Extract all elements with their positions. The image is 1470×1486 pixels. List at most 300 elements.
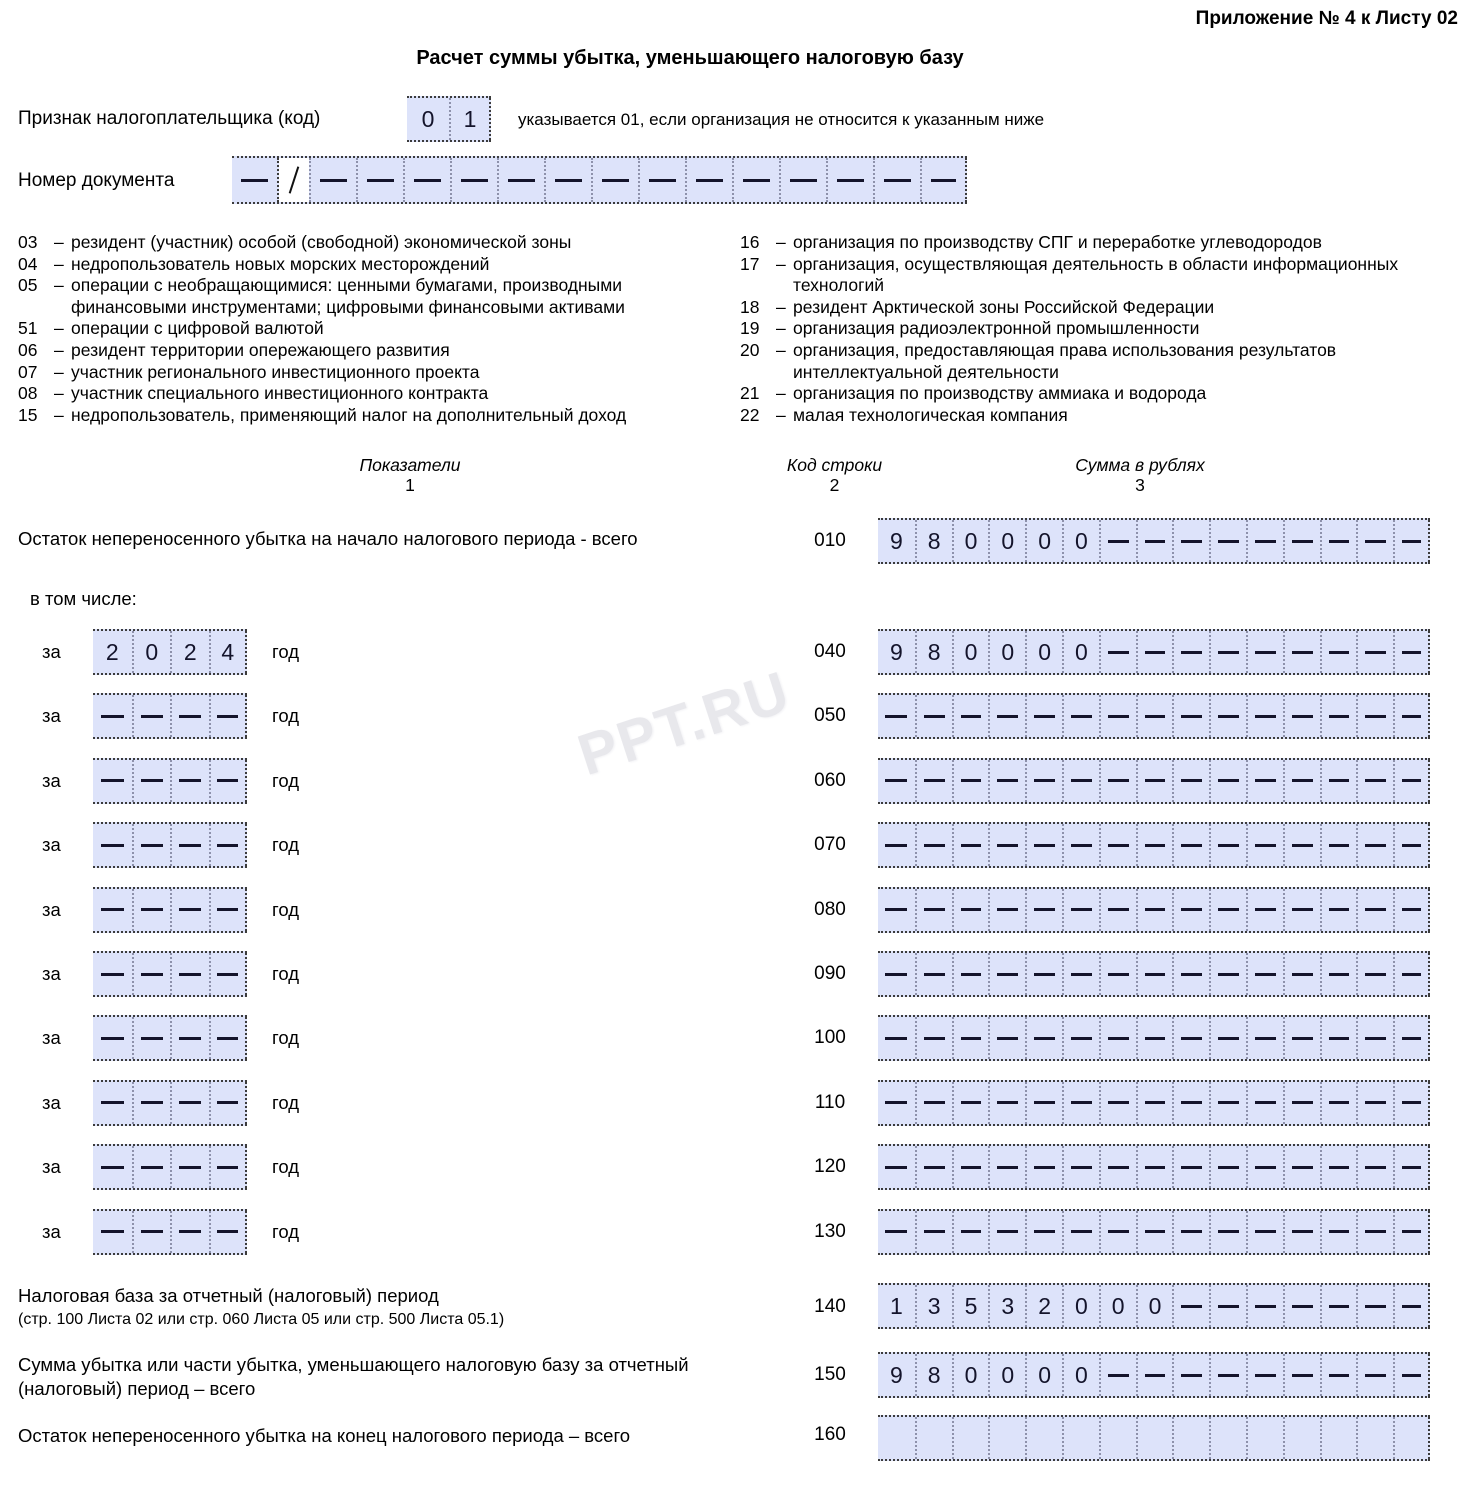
value-cell[interactable]	[952, 1082, 989, 1124]
value-cell[interactable]	[93, 1146, 132, 1188]
value-cell[interactable]: 0	[988, 631, 1025, 673]
value-cell[interactable]	[915, 1017, 952, 1059]
value-cell[interactable]	[1393, 631, 1430, 673]
value-cell[interactable]	[209, 760, 248, 802]
value-cell[interactable]	[132, 1146, 171, 1188]
value-cell[interactable]	[1062, 760, 1099, 802]
value-cell[interactable]	[878, 695, 915, 737]
value-cell[interactable]	[544, 158, 591, 202]
value-cell[interactable]	[1025, 1017, 1062, 1059]
value-cell[interactable]: 0	[1062, 1354, 1099, 1396]
year-input[interactable]	[93, 629, 247, 675]
value-cell[interactable]	[1283, 953, 1320, 995]
value-cell[interactable]	[1246, 889, 1283, 931]
value-cell[interactable]	[988, 1146, 1025, 1188]
value-cell[interactable]	[209, 824, 248, 866]
value-cell[interactable]	[209, 1146, 248, 1188]
year-input[interactable]	[93, 758, 247, 804]
value-cell[interactable]	[1246, 1017, 1283, 1059]
value-cell[interactable]	[132, 760, 171, 802]
value-cell[interactable]	[1320, 520, 1357, 562]
value-cell[interactable]	[988, 889, 1025, 931]
value-cell[interactable]	[952, 1017, 989, 1059]
value-cell[interactable]	[1320, 824, 1357, 866]
value-cell[interactable]	[1172, 695, 1209, 737]
value-cell[interactable]	[915, 1146, 952, 1188]
value-cell[interactable]	[93, 1082, 132, 1124]
value-cell[interactable]	[1136, 1146, 1173, 1188]
value-cell[interactable]	[1393, 1082, 1430, 1124]
value-cell[interactable]	[878, 1417, 915, 1459]
value-cell[interactable]	[209, 889, 248, 931]
value-cell[interactable]	[1136, 889, 1173, 931]
value-cell[interactable]	[1099, 1417, 1136, 1459]
value-cell[interactable]	[1062, 953, 1099, 995]
value-cell[interactable]: 3	[915, 1285, 952, 1327]
value-cell[interactable]	[1209, 1146, 1246, 1188]
value-cell[interactable]	[1062, 1211, 1099, 1253]
value-cell[interactable]	[1209, 760, 1246, 802]
value-cell[interactable]	[1320, 1211, 1357, 1253]
value-cell[interactable]	[1025, 1146, 1062, 1188]
empty-dash	[141, 1037, 163, 1040]
empty-dash	[1329, 1037, 1350, 1040]
value-cell[interactable]	[878, 760, 915, 802]
value-cell[interactable]	[1209, 1082, 1246, 1124]
value-cell[interactable]	[93, 824, 132, 866]
value-cell[interactable]: 0	[1136, 1285, 1173, 1327]
value-cell[interactable]: 9	[890, 638, 903, 665]
value-cell[interactable]	[915, 1082, 952, 1124]
value-cell[interactable]	[1246, 953, 1283, 995]
value-cell[interactable]	[1320, 889, 1357, 931]
row-050-value-input[interactable]	[878, 693, 1430, 739]
value-cell[interactable]: 0	[988, 520, 1025, 562]
value-cell[interactable]	[988, 695, 1025, 737]
value-cell[interactable]	[1393, 1354, 1430, 1396]
value-cell[interactable]	[1393, 695, 1430, 737]
value-cell[interactable]	[1099, 520, 1136, 562]
value-cell[interactable]: 0	[1025, 520, 1062, 562]
value-cell[interactable]	[356, 158, 403, 202]
row-110-value-input[interactable]	[878, 1080, 1430, 1126]
value-cell[interactable]	[1283, 1146, 1320, 1188]
row-130-value-input[interactable]	[878, 1209, 1430, 1255]
value-cell[interactable]	[93, 953, 132, 995]
value-cell[interactable]	[952, 760, 989, 802]
value-cell[interactable]	[988, 1082, 1025, 1124]
value-cell[interactable]	[1209, 1417, 1246, 1459]
value-cell[interactable]	[1320, 1285, 1357, 1327]
value-cell[interactable]	[920, 158, 967, 202]
value-cell[interactable]	[1393, 760, 1430, 802]
value-cell[interactable]	[732, 158, 779, 202]
value-cell[interactable]	[1209, 695, 1246, 737]
value-cell[interactable]	[170, 1146, 209, 1188]
value-cell[interactable]	[1062, 1146, 1099, 1188]
value-cell[interactable]	[915, 889, 952, 931]
value-cell[interactable]	[1393, 953, 1430, 995]
value-cell[interactable]: 0	[988, 1354, 1025, 1396]
value-cell[interactable]: 0	[132, 631, 171, 673]
value-cell[interactable]	[1172, 520, 1209, 562]
value-cell[interactable]	[1099, 1017, 1136, 1059]
empty-dash	[1255, 1037, 1276, 1040]
value-cell[interactable]	[170, 1017, 209, 1059]
value-cell[interactable]	[988, 760, 1025, 802]
value-cell[interactable]	[1320, 1082, 1357, 1124]
value-cell[interactable]	[309, 158, 356, 202]
row-060-value-input[interactable]	[878, 758, 1430, 804]
value-cell[interactable]	[1320, 631, 1357, 673]
value-cell[interactable]	[132, 1082, 171, 1124]
value-cell[interactable]	[1136, 760, 1173, 802]
value-cell[interactable]	[1393, 1146, 1430, 1188]
value-cell[interactable]: 2	[170, 631, 209, 673]
value-cell[interactable]	[1062, 824, 1099, 866]
value-cell[interactable]	[1209, 824, 1246, 866]
value-cell[interactable]	[915, 1417, 952, 1459]
value-cell[interactable]	[1356, 1211, 1393, 1253]
value-cell[interactable]	[170, 889, 209, 931]
value-cell[interactable]	[132, 1017, 171, 1059]
value-cell[interactable]	[1283, 1417, 1320, 1459]
value-cell[interactable]: 8	[915, 1354, 952, 1396]
value-cell[interactable]	[878, 1146, 915, 1188]
row-100-value-input[interactable]	[878, 1015, 1430, 1061]
empty-dash	[1329, 1305, 1350, 1308]
value-cell[interactable]	[450, 158, 497, 202]
value-cell[interactable]	[952, 953, 989, 995]
year-input[interactable]	[93, 822, 247, 868]
value-cell[interactable]	[1283, 760, 1320, 802]
value-cell[interactable]	[1099, 760, 1136, 802]
year-input[interactable]	[93, 1015, 247, 1061]
value-cell[interactable]	[1320, 953, 1357, 995]
value-cell[interactable]: 0	[1025, 631, 1062, 673]
value-cell[interactable]	[952, 1146, 989, 1188]
value-cell[interactable]	[685, 158, 732, 202]
value-cell[interactable]	[93, 760, 132, 802]
value-cell[interactable]	[1246, 631, 1283, 673]
value-cell[interactable]: 9	[890, 1361, 903, 1388]
row-160-value-input[interactable]	[878, 1415, 1430, 1461]
value-cell[interactable]	[497, 158, 544, 202]
value-cell[interactable]	[1356, 1285, 1393, 1327]
value-cell[interactable]	[1209, 1354, 1246, 1396]
value-cell[interactable]	[1283, 520, 1320, 562]
value-cell[interactable]	[779, 158, 826, 202]
value-cell[interactable]	[988, 1017, 1025, 1059]
value-cell[interactable]	[1246, 824, 1283, 866]
value-cell[interactable]	[1283, 1017, 1320, 1059]
value-cell[interactable]	[1136, 520, 1173, 562]
value-cell[interactable]	[1209, 1285, 1246, 1327]
value-cell[interactable]	[878, 1082, 915, 1124]
value-cell[interactable]	[1062, 1082, 1099, 1124]
year-input[interactable]	[93, 1144, 247, 1190]
value-cell[interactable]	[1246, 1417, 1283, 1459]
value-cell[interactable]	[1356, 1354, 1393, 1396]
value-cell[interactable]	[878, 1017, 915, 1059]
value-cell[interactable]	[209, 953, 248, 995]
year-input[interactable]	[93, 887, 247, 933]
value-cell[interactable]	[952, 889, 989, 931]
value-cell[interactable]	[1136, 1017, 1173, 1059]
value-cell[interactable]	[132, 824, 171, 866]
value-cell[interactable]: 2	[1025, 1285, 1062, 1327]
value-cell[interactable]	[1136, 824, 1173, 866]
value-cell[interactable]	[132, 695, 171, 737]
value-cell[interactable]	[1246, 520, 1283, 562]
value-cell[interactable]	[988, 953, 1025, 995]
value-cell[interactable]	[1283, 631, 1320, 673]
value-cell[interactable]	[209, 1082, 248, 1124]
row-090-value-input[interactable]	[878, 951, 1430, 997]
value-cell[interactable]	[1025, 1417, 1062, 1459]
value-cell[interactable]	[1136, 1417, 1173, 1459]
value-cell[interactable]: 0	[421, 105, 435, 132]
value-cell[interactable]: 0	[1062, 1285, 1099, 1327]
value-cell[interactable]	[132, 889, 171, 931]
row-080-value-input[interactable]	[878, 887, 1430, 933]
year-input[interactable]	[93, 1209, 247, 1255]
value-cell[interactable]	[1136, 631, 1173, 673]
value-cell[interactable]	[1356, 520, 1393, 562]
value-cell[interactable]	[988, 824, 1025, 866]
row-120-value-input[interactable]	[878, 1144, 1430, 1190]
value-cell[interactable]	[1172, 1082, 1209, 1124]
value-cell[interactable]	[132, 953, 171, 995]
taxpayer-code-dash: –	[54, 339, 64, 360]
value-cell[interactable]	[1356, 1146, 1393, 1188]
value-cell[interactable]	[170, 953, 209, 995]
value-cell[interactable]	[1246, 1211, 1283, 1253]
value-cell[interactable]	[209, 695, 248, 737]
value-cell[interactable]	[1283, 1211, 1320, 1253]
value-cell[interactable]: 2	[105, 638, 119, 665]
value-cell[interactable]	[1172, 1146, 1209, 1188]
value-cell[interactable]: 0	[1062, 631, 1099, 673]
value-cell[interactable]	[638, 158, 685, 202]
value-cell[interactable]	[988, 1211, 1025, 1253]
value-cell[interactable]	[1209, 1211, 1246, 1253]
value-cell[interactable]	[1172, 824, 1209, 866]
value-cell[interactable]	[1393, 889, 1430, 931]
value-cell[interactable]	[1025, 760, 1062, 802]
value-cell[interactable]	[1209, 631, 1246, 673]
value-cell[interactable]: 0	[952, 520, 989, 562]
value-cell[interactable]	[1356, 760, 1393, 802]
value-cell[interactable]	[1172, 953, 1209, 995]
value-cell[interactable]	[1209, 953, 1246, 995]
value-cell[interactable]	[1393, 1211, 1430, 1253]
value-cell[interactable]: 3	[988, 1285, 1025, 1327]
value-cell[interactable]	[878, 953, 915, 995]
row-040-value-input[interactable]	[878, 629, 1430, 675]
value-cell[interactable]	[1356, 631, 1393, 673]
value-cell[interactable]	[878, 824, 915, 866]
value-cell[interactable]	[1172, 1017, 1209, 1059]
value-cell[interactable]	[1320, 1146, 1357, 1188]
value-cell[interactable]	[1025, 953, 1062, 995]
value-cell[interactable]	[1356, 824, 1393, 866]
value-cell[interactable]	[1356, 1017, 1393, 1059]
value-cell[interactable]	[1025, 889, 1062, 931]
value-cell[interactable]	[1099, 1146, 1136, 1188]
value-cell[interactable]	[93, 889, 132, 931]
value-cell[interactable]	[1099, 824, 1136, 866]
value-cell[interactable]	[1172, 631, 1209, 673]
year-input[interactable]	[93, 951, 247, 997]
value-cell[interactable]	[1209, 520, 1246, 562]
value-cell[interactable]	[1025, 824, 1062, 866]
value-cell[interactable]	[1099, 1082, 1136, 1124]
value-cell[interactable]	[1172, 1211, 1209, 1253]
value-cell[interactable]	[952, 1211, 989, 1253]
year-input[interactable]	[93, 1080, 247, 1126]
value-cell[interactable]	[1283, 824, 1320, 866]
value-cell[interactable]	[1099, 695, 1136, 737]
value-cell[interactable]	[878, 889, 915, 931]
value-cell[interactable]	[1136, 1354, 1173, 1396]
value-cell[interactable]: 1	[449, 98, 491, 140]
value-cell[interactable]	[952, 824, 989, 866]
value-cell[interactable]: 0	[1099, 1285, 1136, 1327]
row-070-value-input[interactable]	[878, 822, 1430, 868]
value-cell[interactable]	[1356, 695, 1393, 737]
value-cell[interactable]	[232, 158, 279, 202]
value-cell[interactable]	[1172, 889, 1209, 931]
value-cell[interactable]: 0	[1062, 520, 1099, 562]
value-cell[interactable]	[1209, 889, 1246, 931]
empty-dash	[179, 973, 201, 976]
value-cell[interactable]	[1356, 889, 1393, 931]
value-cell[interactable]	[1246, 1285, 1283, 1327]
value-cell[interactable]	[1393, 1417, 1430, 1459]
value-cell[interactable]	[170, 695, 209, 737]
value-cell[interactable]	[1025, 1211, 1062, 1253]
value-cell[interactable]	[1320, 1017, 1357, 1059]
value-cell[interactable]	[826, 158, 873, 202]
value-cell[interactable]	[915, 953, 952, 995]
value-cell[interactable]	[1099, 889, 1136, 931]
value-cell[interactable]: 8	[915, 631, 952, 673]
value-cell[interactable]	[952, 1417, 989, 1459]
value-cell[interactable]	[878, 1211, 915, 1253]
value-cell[interactable]: 0	[952, 631, 989, 673]
value-cell[interactable]	[988, 1417, 1025, 1459]
value-cell[interactable]	[1393, 1017, 1430, 1059]
value-cell[interactable]	[915, 1211, 952, 1253]
value-cell[interactable]	[1283, 1354, 1320, 1396]
value-cell[interactable]	[1356, 1082, 1393, 1124]
value-cell[interactable]	[1099, 1354, 1136, 1396]
value-cell[interactable]: 1	[890, 1292, 903, 1319]
value-cell[interactable]	[1320, 1417, 1357, 1459]
value-cell[interactable]	[1283, 695, 1320, 737]
value-cell[interactable]	[170, 760, 209, 802]
taxpayer-code-dash: –	[776, 318, 786, 339]
value-cell[interactable]	[132, 1211, 171, 1253]
value-cell[interactable]	[1172, 1285, 1209, 1327]
value-cell[interactable]	[1246, 695, 1283, 737]
value-cell[interactable]	[1246, 760, 1283, 802]
value-cell[interactable]	[1246, 1082, 1283, 1124]
value-cell[interactable]: 0	[952, 1354, 989, 1396]
value-cell[interactable]	[1283, 889, 1320, 931]
value-cell[interactable]	[1209, 1017, 1246, 1059]
value-cell[interactable]	[1062, 695, 1099, 737]
value-cell[interactable]	[1136, 1082, 1173, 1124]
row-150-value-input[interactable]	[878, 1352, 1430, 1398]
value-cell[interactable]	[915, 824, 952, 866]
value-cell[interactable]	[403, 158, 450, 202]
value-cell[interactable]	[915, 760, 952, 802]
value-cell[interactable]	[1246, 1146, 1283, 1188]
value-cell[interactable]	[1246, 1354, 1283, 1396]
value-cell[interactable]	[1283, 1082, 1320, 1124]
value-cell[interactable]	[1393, 1285, 1430, 1327]
row-010-value-input[interactable]	[878, 518, 1430, 564]
year-input[interactable]	[93, 693, 247, 739]
value-cell[interactable]	[1356, 953, 1393, 995]
value-cell[interactable]	[170, 1211, 209, 1253]
value-cell[interactable]	[1099, 953, 1136, 995]
value-cell[interactable]	[1025, 1082, 1062, 1124]
value-cell[interactable]	[1136, 953, 1173, 995]
value-cell[interactable]	[1356, 1417, 1393, 1459]
value-cell[interactable]: 0	[1025, 1354, 1062, 1396]
value-cell[interactable]	[1393, 824, 1430, 866]
value-cell[interactable]	[1099, 631, 1136, 673]
value-cell[interactable]	[1136, 695, 1173, 737]
value-cell[interactable]	[209, 1211, 248, 1253]
value-cell[interactable]	[1136, 1211, 1173, 1253]
value-cell[interactable]	[170, 824, 209, 866]
value-cell[interactable]	[209, 1017, 248, 1059]
value-cell[interactable]	[1062, 889, 1099, 931]
value-cell[interactable]	[1172, 1354, 1209, 1396]
taxpayer-code-input[interactable]	[407, 96, 491, 142]
value-cell[interactable]	[1025, 695, 1062, 737]
value-cell[interactable]	[1172, 760, 1209, 802]
value-cell[interactable]	[1320, 695, 1357, 737]
value-cell[interactable]	[93, 1017, 132, 1059]
value-cell[interactable]	[93, 1211, 132, 1253]
value-cell[interactable]	[591, 158, 638, 202]
row-140-value-input[interactable]	[878, 1283, 1430, 1329]
value-cell[interactable]	[93, 695, 132, 737]
value-cell[interactable]	[1099, 1211, 1136, 1253]
value-cell[interactable]	[1320, 760, 1357, 802]
value-cell[interactable]: 9	[890, 527, 903, 554]
value-cell[interactable]: 4	[209, 631, 248, 673]
value-cell[interactable]	[952, 695, 989, 737]
value-cell[interactable]	[1062, 1017, 1099, 1059]
document-number-input[interactable]	[232, 156, 967, 204]
value-cell[interactable]	[1172, 1417, 1209, 1459]
value-cell[interactable]	[873, 158, 920, 202]
value-cell[interactable]	[1062, 1417, 1099, 1459]
value-cell[interactable]	[1393, 520, 1430, 562]
value-cell[interactable]	[1320, 1354, 1357, 1396]
value-cell[interactable]	[915, 695, 952, 737]
value-cell[interactable]: 8	[915, 520, 952, 562]
value-cell[interactable]: 5	[952, 1285, 989, 1327]
value-cell[interactable]	[170, 1082, 209, 1124]
value-cell[interactable]	[1283, 1285, 1320, 1327]
